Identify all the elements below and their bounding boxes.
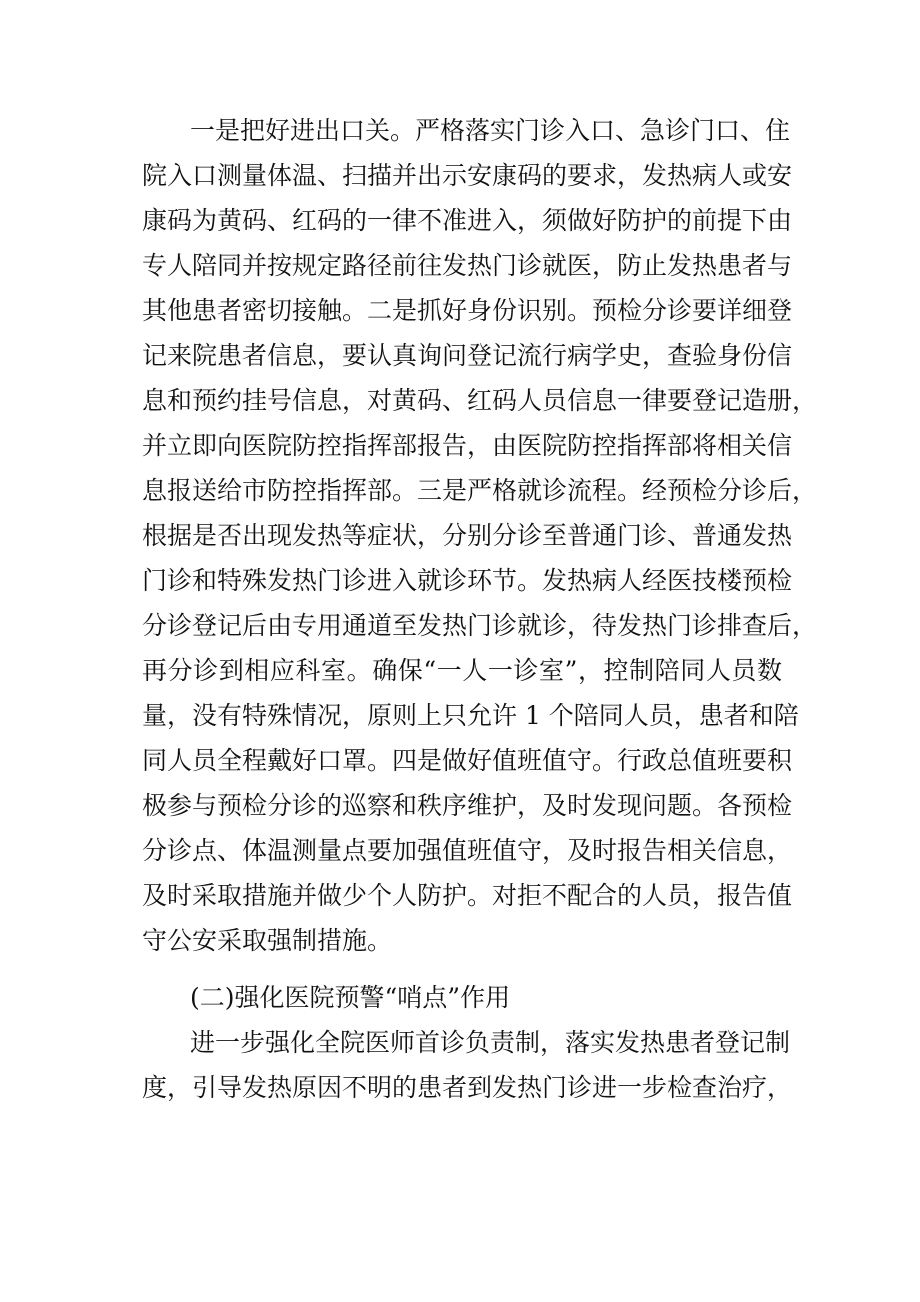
paragraph-line: 根据是否出现发热等症状，分别分诊至普通门诊、普通发热: [142, 521, 793, 550]
paragraph-line: 度，引导发热原因不明的患者到发热门诊进一步检查治疗，: [142, 1073, 793, 1102]
paragraph-line: 进一步强化全院医师首诊负责制，落实发热患者登记制: [190, 1028, 791, 1057]
section-heading: (二)强化医院预警“哨点”作用: [190, 983, 511, 1012]
paragraph-line: 再分诊到相应科室。确保“一人一诊室”，控制陪同人员数: [142, 656, 782, 685]
paragraph-line: 同人员全程戴好口罩。四是做好值班值守。行政总值班要积: [142, 746, 793, 775]
paragraph-line: 极参与预检分诊的巡察和秩序维护，及时发现问题。各预检: [142, 791, 793, 820]
paragraph-line: 其他患者密切接触。二是抓好身份识别。预检分诊要详细登: [142, 296, 793, 325]
paragraph-line: 息报送给市防控指挥部。三是严格就诊流程。经预检分诊后，: [142, 476, 818, 505]
paragraph-line: 门诊和特殊发热门诊进入就诊环节。发热病人经医技楼预检: [142, 566, 793, 595]
paragraph-line: 分诊点、体温测量点要加强值班值守，及时报告相关信息，: [142, 836, 793, 865]
paragraph-line: 分诊登记后由专用通道至发热门诊就诊，待发热门诊排查后，: [142, 611, 818, 640]
paragraph-line: 量，没有特殊情况，原则上只允许 1 个陪同人员，患者和陪: [142, 701, 799, 730]
paragraph-line: 一是把好进出口关。严格落实门诊入口、急诊门口、住: [190, 116, 791, 145]
paragraph-line: 守公安采取强制措施。: [142, 926, 393, 955]
paragraph-line: 及时采取措施并做少个人防护。对拒不配合的人员，报告值: [142, 881, 793, 910]
paragraph-line: 并立即向医院防控指挥部报告，由医院防控指挥部将相关信: [142, 431, 793, 460]
document-body: [142, 108, 818, 1110]
paragraph-line: 记来院患者信息，要认真询问登记流行病学史，查验身份信: [142, 341, 793, 370]
paragraph-line: 院入口测量体温、扫描并出示安康码的要求，发热病人或安: [142, 161, 793, 190]
paragraph-line: 专人陪同并按规定路径前往发热门诊就医，防止发热患者与: [142, 251, 793, 280]
paragraph-line: 息和预约挂号信息，对黄码、红码人员信息一律要登记造册，: [142, 386, 818, 415]
paragraph-line: 康码为黄码、红码的一律不准进入，须做好防护的前提下由: [142, 206, 793, 235]
